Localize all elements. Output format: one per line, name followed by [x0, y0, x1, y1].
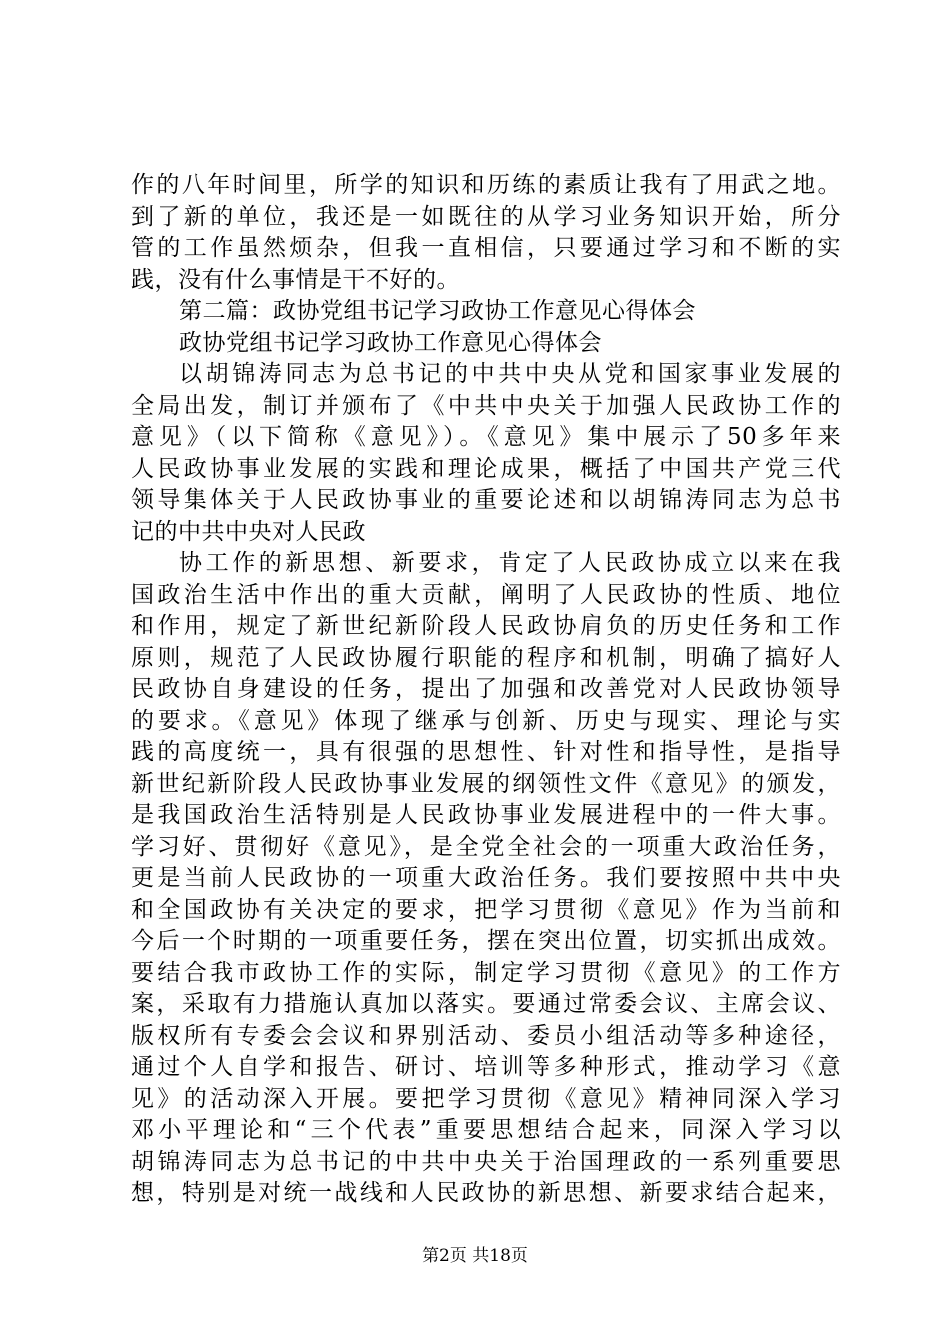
- text-line: 践，没有什么事情是干不好的。: [131, 266, 460, 293]
- text-line: 的要求。《意见》体现了继承与创新、历史与现实、理论与实: [131, 707, 841, 734]
- text-line: 案，采取有力措施认真加以落实。要通过常委会议、主席会议、: [131, 991, 841, 1017]
- text-line: 邓小平理论和“三个代表”重要思想结合起来，同深入学习以: [131, 1117, 841, 1143]
- text-line: 协工作的新思想、新要求，肯定了人民政协成立以来在我: [179, 550, 841, 576]
- text-line: 人民政协事业发展的实践和理论成果，概括了中国共产党三代: [131, 455, 841, 482]
- page-footer: [0, 1244, 950, 1268]
- text-line: 学习好、贯彻好《意见》，是全党全社会的一项重大政治任务，: [131, 833, 841, 860]
- text-line: 民政协自身建设的任务，提出了加强和改善党对人民政协领导: [131, 676, 841, 702]
- text-line: 到了新的单位，我还是一如既往的从学习业务知识开始，所分: [131, 203, 841, 230]
- text-line: 作的八年时间里，所学的知识和历练的素质让我有了用武之地。: [131, 172, 841, 198]
- text-line: 国政治生活中作出的重大贡献，阐明了人民政协的性质、地位: [131, 581, 841, 608]
- text-line: 胡锦涛同志为总书记的中共中央关于治国理政的一系列重要思: [131, 1148, 841, 1175]
- text-line: 是我国政治生活特别是人民政协事业发展进程中的一件大事。: [131, 802, 841, 828]
- text-line: 今后一个时期的一项重要任务，摆在突出位置，切实抓出成效。: [131, 928, 841, 954]
- text-line: 和作用，规定了新世纪新阶段人民政协肩负的历史任务和工作: [131, 613, 841, 639]
- text-line: 通过个人自学和报告、研讨、培训等多种形式，推动学习《意: [131, 1054, 841, 1080]
- page-number: 第2页 共18页: [422, 1246, 528, 1266]
- text-line: 第二篇：政协党组书记学习政协工作意见心得体会: [179, 298, 696, 324]
- text-line: 原则，规范了人民政协履行职能的程序和机制，明确了搞好人: [131, 644, 841, 671]
- text-line: 意见》（以下简称《意见》）。《意见》集中展示了50多年来: [131, 424, 841, 450]
- text-line: 全局出发，制订并颁布了《中共中央关于加强人民政协工作的: [131, 392, 841, 419]
- text-line: 领导集体关于人民政协事业的重要论述和以胡锦涛同志为总书: [131, 487, 841, 513]
- text-line: 记的中共中央对人民政: [131, 518, 366, 545]
- text-line: 想，特别是对统一战线和人民政协的新思想、新要求结合起来，: [131, 1180, 841, 1206]
- text-line: 要结合我市政协工作的实际，制定学习贯彻《意见》的工作方: [131, 959, 841, 986]
- text-line: 践的高度统一，具有很强的思想性、针对性和指导性，是指导: [131, 739, 841, 765]
- text-line: 新世纪新阶段人民政协事业发展的纲领性文件《意见》的颁发，: [131, 770, 841, 797]
- text-line: 政协党组书记学习政协工作意见心得体会: [179, 329, 602, 356]
- text-line: 更是当前人民政协的一项重大政治任务。我们要按照中共中央: [131, 865, 841, 891]
- text-line: 以胡锦涛同志为总书记的中共中央从党和国家事业发展的: [179, 361, 841, 387]
- text-line: 版权所有专委会会议和界别活动、委员小组活动等多种途径，: [131, 1022, 841, 1049]
- text-line: 和全国政协有关决定的要求，把学习贯彻《意见》作为当前和: [131, 896, 841, 923]
- text-line: 管的工作虽然烦杂，但我一直相信，只要通过学习和不断的实: [131, 235, 841, 261]
- text-line: 见》的活动深入开展。要把学习贯彻《意见》精神同深入学习: [131, 1085, 841, 1112]
- document-body: [131, 170, 841, 1210]
